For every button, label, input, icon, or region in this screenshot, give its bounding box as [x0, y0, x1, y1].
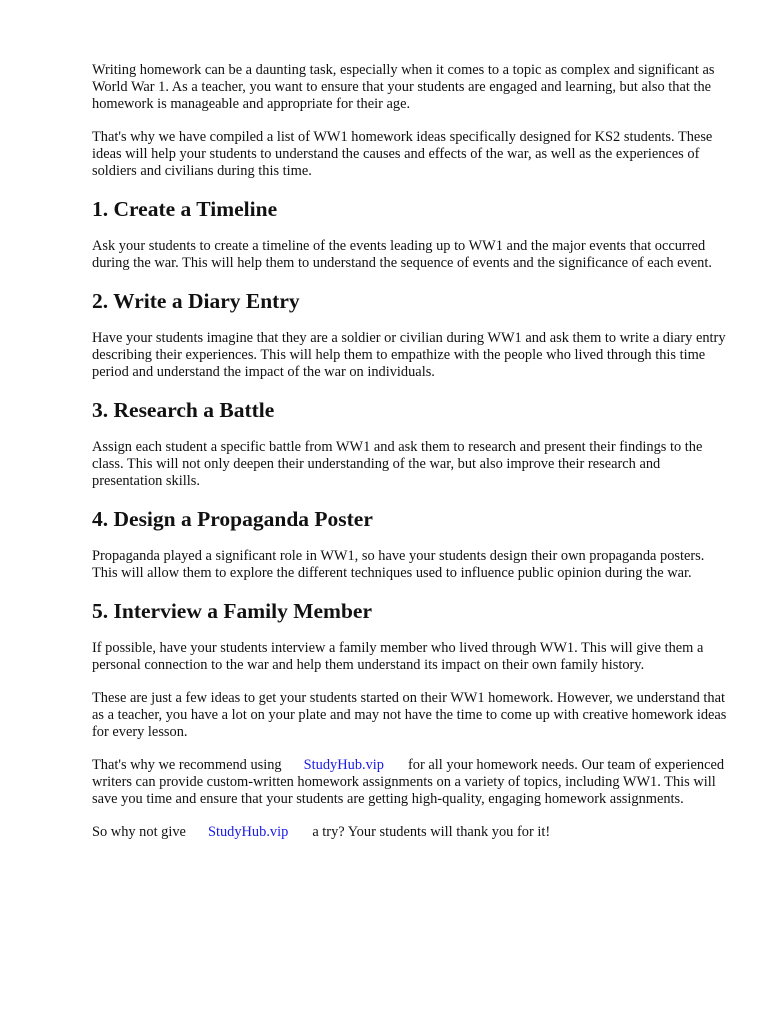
section-body-interview: If possible, have your students interview a family member who lived through WW1. This will give them a personal connection to the war and help them understand its impact on their own family history. [92, 640, 704, 673]
section-heading-interview: 5. Interview a Family Member [92, 599, 373, 623]
outro-2-trail-text: for all your homework needs. Our team of experienced writers can provide custom-written homework assignments on a variety of topics, including WW1. This will save you time and ensure that your students are getting high-quality, engaging homework assignments. [92, 757, 725, 807]
studyhub-link-2[interactable]: StudyHub.vip [207, 824, 289, 840]
section-heading-battle: 3. Research a Battle [92, 398, 275, 422]
document-page [92, 62, 732, 857]
outro-3-lead-text: So why not give [92, 824, 186, 840]
section-heading-timeline: 1. Create a Timeline [92, 197, 278, 221]
section-body-diary: Have your students imagine that they are a soldier or civilian during WW1 and ask them to write a diary entry describing their experiences. This will help them to empathize with the people who lived through this time period and understand the impact of the war on individuals. [92, 330, 726, 380]
section-heading-diary: 2. Write a Diary Entry [92, 289, 300, 313]
outro-paragraph-1: These are just a few ideas to get your students started on their WW1 homework. However, we understand that as a teacher, you have a lot on your plate and may not have the time to come up with creative homework ideas for every lesson. [92, 690, 727, 740]
section-body-poster: Propaganda played a significant role in WW1, so have your students design their own propaganda posters. This will allow them to explore the different techniques used to influence public opinion during the war. [92, 548, 705, 581]
outro-paragraph-3 [92, 824, 732, 841]
outro-3-trail-text: a try? Your students will thank you for it! [312, 824, 551, 840]
studyhub-link[interactable]: StudyHub.vip [303, 757, 384, 773]
outro-2-lead-text: That's why we recommend using [92, 757, 282, 773]
section-body-battle: Assign each student a specific battle from WW1 and ask them to research and present their findings to the class. This will not only deepen their understanding of the war, but also improve their research and presentation skills. [92, 439, 703, 489]
section-heading-poster: 4. Design a Propaganda Poster [92, 507, 373, 531]
outro-paragraph-2 [92, 757, 732, 808]
intro-paragraph-2: That's why we have compiled a list of WW1 homework ideas specifically designed for KS2 students. These ideas will help your students to understand the causes and effects of the war, as well as the experiences of soldiers and civilians during this time. [92, 129, 713, 179]
intro-paragraph-1: Writing homework can be a daunting task, especially when it comes to a topic as complex and significant as World War 1. As a teacher, you want to ensure that your students are engaged and learning, but also that the homework is manageable and appropriate for their age. [92, 62, 715, 112]
section-body-timeline: Ask your students to create a timeline of the events leading up to WW1 and the major events that occurred during the war. This will help them to understand the sequence of events and the significance of each event. [92, 238, 712, 271]
